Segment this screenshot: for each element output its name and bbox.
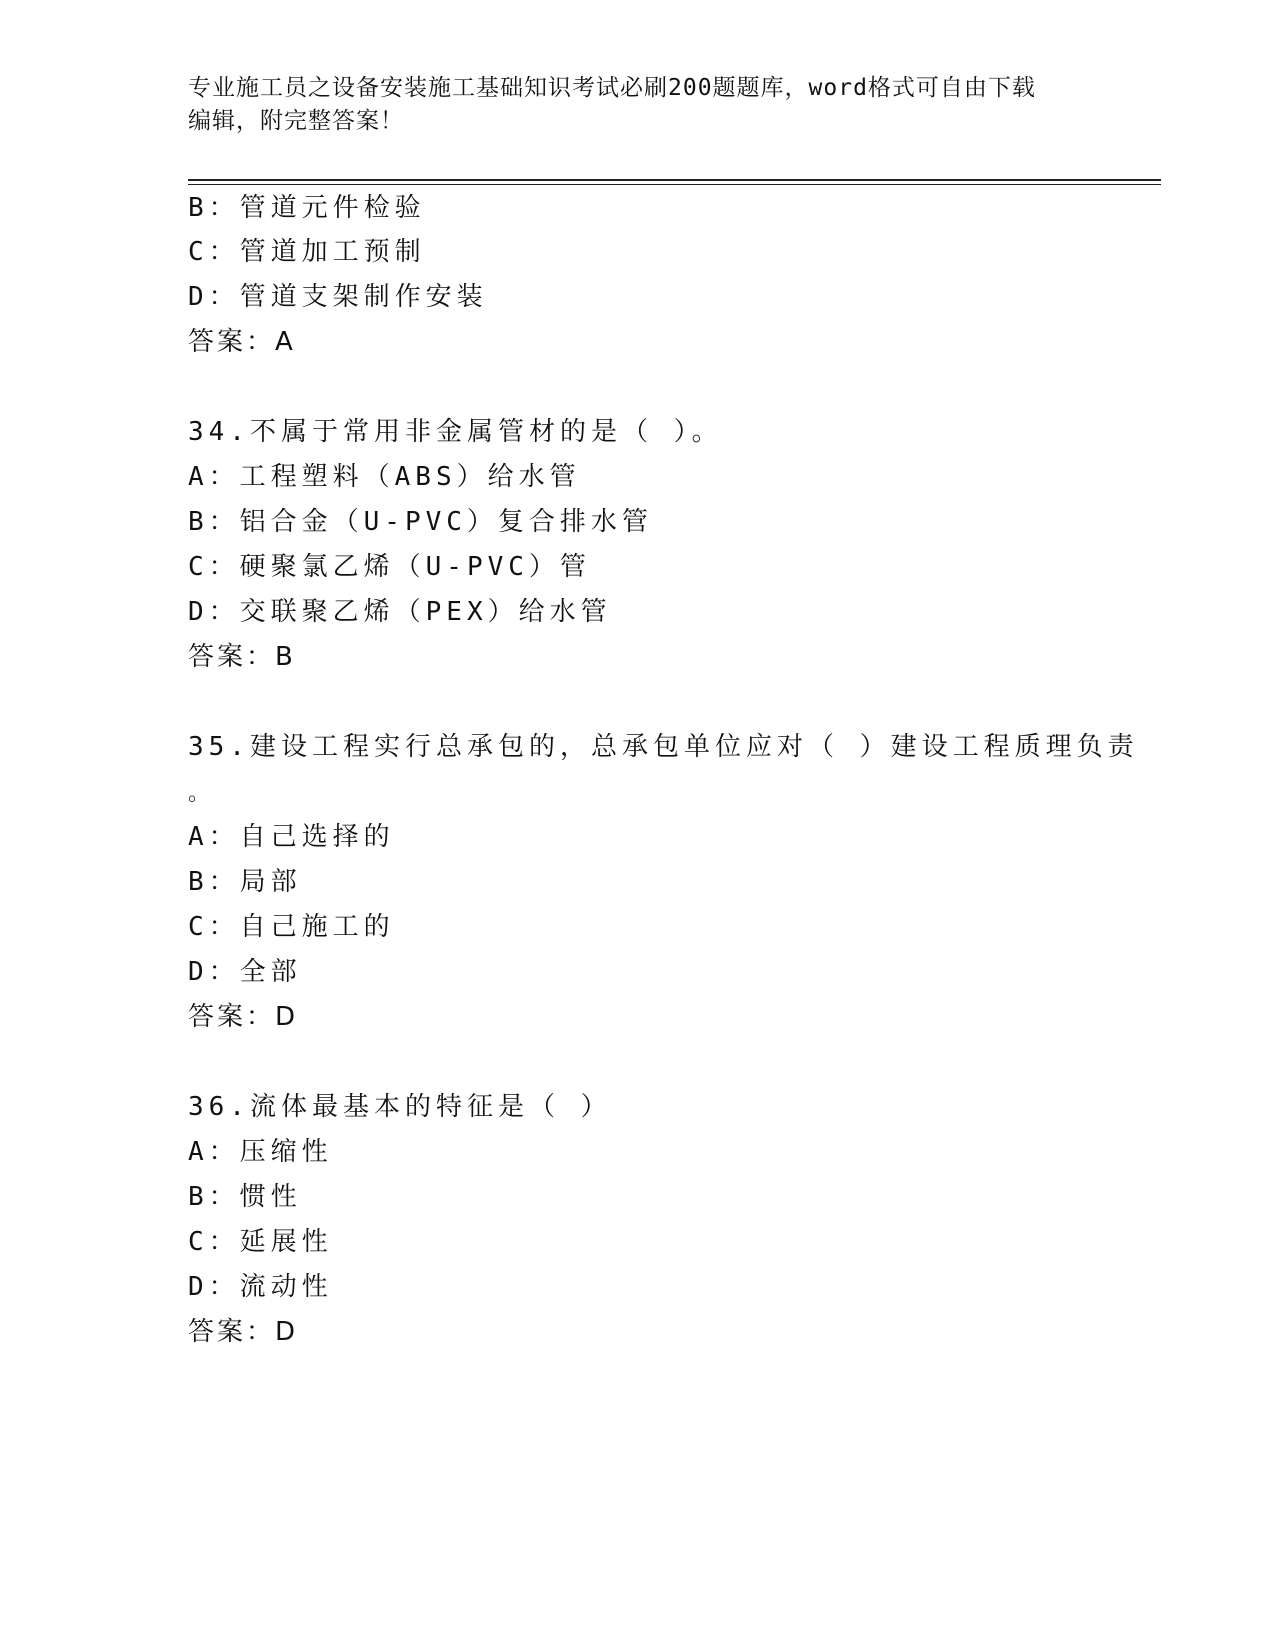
- q33-option-c: C：管道加工预制: [188, 237, 426, 267]
- q34-option-a: A：工程塑料（ABS）给水管: [188, 462, 581, 492]
- q34-option-d: D：交联聚乙烯（PEX）给水管: [188, 597, 612, 627]
- document-header: [188, 72, 1088, 138]
- q35-option-b: B：局部: [188, 867, 302, 897]
- q36-option-d: D：流动性: [188, 1272, 333, 1302]
- header-divider-thin: [188, 184, 1161, 185]
- q34-option-c: C：硬聚氯乙烯（U-PVC）管: [188, 552, 591, 582]
- q33-answer: 答案：A: [188, 327, 296, 357]
- q36-option-a: A：压缩性: [188, 1137, 333, 1167]
- q33-option-b: B：管道元件检验: [188, 193, 426, 223]
- q33-option-d: D：管道支架制作安装: [188, 282, 488, 312]
- header-line-1: 专业施工员之设备安装施工基础知识考试必刷200题题库，word格式可自由下载: [188, 75, 1036, 101]
- q35-question-tail: 。: [188, 781, 211, 806]
- header-divider-thick: [188, 179, 1161, 181]
- q35-option-c: C：自己施工的: [188, 912, 395, 942]
- q36-answer: 答案：D: [188, 1317, 299, 1347]
- q35-question: 35.建设工程实行总承包的，总承包单位应对（ ）建设工程质理负责: [188, 732, 1139, 762]
- q36-option-c: C：延展性: [188, 1227, 333, 1257]
- q35-answer: 答案：D: [188, 1002, 299, 1032]
- q34-question: 34.不属于常用非金属管材的是（ ）。: [188, 417, 723, 447]
- q34-option-b: B：铝合金（U-PVC）复合排水管: [188, 507, 653, 537]
- q34-answer: 答案：B: [188, 642, 296, 672]
- q35-option-d: D：全部: [188, 957, 302, 987]
- header-line-2: 编辑，附完整答案！: [188, 108, 404, 134]
- q36-option-b: B：惯性: [188, 1182, 302, 1212]
- q35-option-a: A：自己选择的: [188, 822, 395, 852]
- q36-question: 36.流体最基本的特征是（ ）: [188, 1092, 612, 1122]
